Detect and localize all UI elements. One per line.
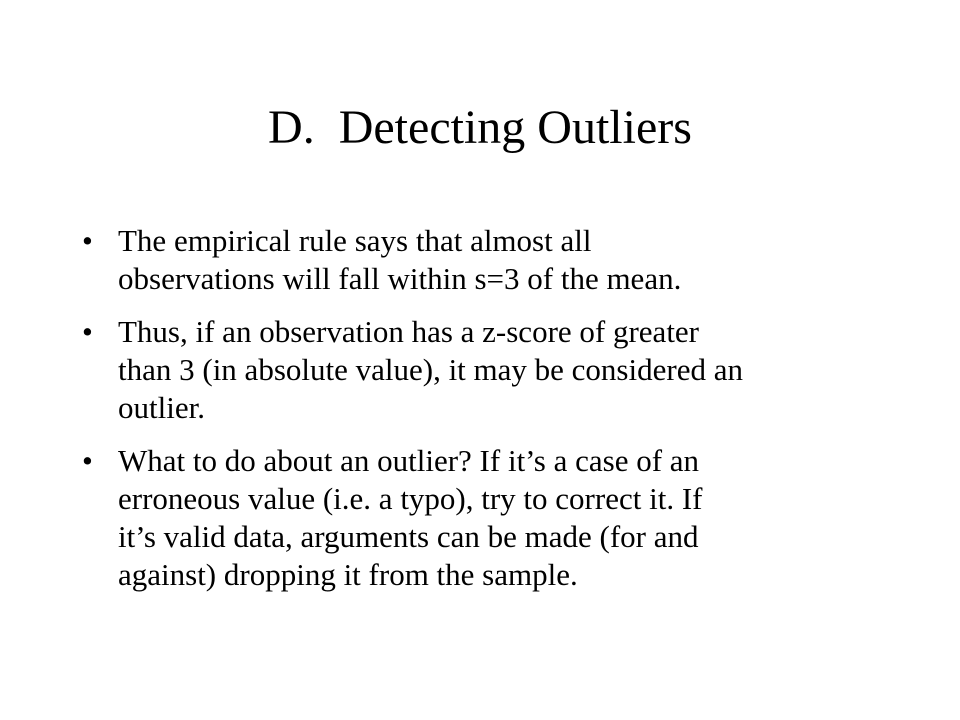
bullet-item-z-score	[82, 313, 882, 427]
bullet-marker: •	[82, 314, 93, 349]
bullet-marker: •	[82, 443, 93, 478]
bullet-text: Thus, if an observation has a z-score of greater than 3 (in absolute value), it may be considered an outlier.	[118, 314, 743, 425]
bullet-item-what-to-do	[82, 442, 882, 594]
slide-title: D. Detecting Outliers	[268, 101, 692, 154]
bullet-marker: •	[82, 223, 93, 258]
bullet-text: What to do about an outlier? If it’s a case of an erroneous value (i.e. a typo), try to correct it. If it’s valid data, arguments can be made (for and against) dropping it from the sample.	[118, 443, 703, 592]
bullet-text: The empirical rule says that almost all observations will fall within s=3 of the mean.	[118, 223, 682, 296]
bullet-item-empirical-rule	[82, 222, 882, 298]
bullet-list	[82, 222, 882, 609]
